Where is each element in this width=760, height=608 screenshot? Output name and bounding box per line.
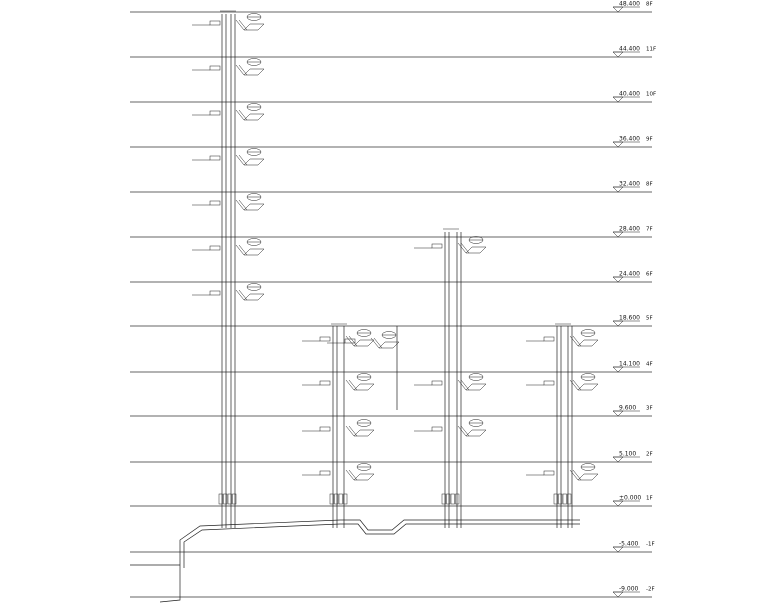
floor-label: 8F bbox=[646, 181, 653, 188]
elevation-triangle-icon bbox=[613, 277, 623, 282]
elevation-triangle-icon bbox=[613, 457, 623, 462]
elevation-triangle-icon bbox=[613, 367, 623, 372]
branch-fixture-icon bbox=[192, 194, 264, 211]
floor-label: 2F bbox=[646, 451, 653, 458]
fixture-branches bbox=[192, 14, 598, 481]
branch-fixture-icon bbox=[302, 420, 374, 437]
elevation-triangle-icon bbox=[613, 187, 623, 192]
elevation-triangle-icon bbox=[613, 321, 623, 326]
branch-fixture-icon bbox=[192, 59, 264, 76]
branch-fixture-icon bbox=[192, 104, 264, 121]
floor-label: 10F bbox=[646, 91, 657, 98]
floor-level bbox=[130, 46, 656, 58]
branch-fixture-icon bbox=[526, 464, 598, 481]
branch-fixture-icon bbox=[302, 374, 374, 391]
floor-level bbox=[130, 586, 655, 598]
floor-level bbox=[130, 181, 653, 193]
branch-fixture-icon bbox=[414, 237, 486, 254]
floor-level bbox=[130, 91, 656, 103]
riser-pipes bbox=[222, 14, 572, 528]
floor-label: 11F bbox=[646, 46, 657, 53]
floor-label: 1F bbox=[646, 495, 653, 502]
floor-label: 5F bbox=[646, 315, 653, 322]
floor-label: -2F bbox=[646, 586, 655, 593]
branch-fixture-icon bbox=[526, 330, 598, 347]
floor-level bbox=[130, 495, 653, 507]
elevation-triangle-icon bbox=[613, 592, 623, 597]
branch-fixture-icon bbox=[192, 239, 264, 256]
floor-label: 6F bbox=[646, 271, 653, 278]
floor-label: 8F bbox=[646, 1, 653, 8]
branch-fixture-icon bbox=[192, 149, 264, 166]
riser-base-valves bbox=[330, 494, 347, 504]
elevation-label: 32.400 bbox=[619, 180, 640, 188]
floor-level bbox=[130, 136, 653, 148]
floor-level bbox=[130, 226, 653, 238]
floor-level bbox=[130, 1, 653, 13]
elevation-label: 28.400 bbox=[619, 225, 640, 233]
elevation-label: 9.600 bbox=[619, 404, 637, 412]
floor-label: 7F bbox=[646, 226, 653, 233]
elevation-triangle-icon bbox=[613, 52, 623, 57]
branch-fixture-icon bbox=[526, 374, 598, 391]
elevation-label: 44.400 bbox=[619, 45, 640, 53]
elevation-triangle-icon bbox=[613, 7, 623, 12]
elevation-triangle-icon bbox=[613, 232, 623, 237]
elevation-label: 14.100 bbox=[619, 360, 640, 368]
elevation-label: 5.100 bbox=[619, 450, 637, 458]
floor-level bbox=[130, 315, 653, 327]
elevation-label: 24.400 bbox=[619, 270, 640, 278]
elevation-label: ±0.000 bbox=[619, 494, 642, 502]
floor-label: 4F bbox=[646, 361, 653, 368]
floor-level bbox=[130, 405, 653, 417]
elevation-triangle-icon bbox=[613, 142, 623, 147]
floor-label: 9F bbox=[646, 136, 653, 143]
branch-fixture-icon bbox=[302, 330, 374, 347]
elevation-triangle-icon bbox=[613, 411, 623, 416]
floor-level bbox=[130, 541, 655, 553]
floor-level bbox=[130, 271, 653, 283]
floor-level bbox=[130, 361, 653, 373]
elevation-label: -9.000 bbox=[619, 585, 639, 593]
elevation-triangle-icon bbox=[613, 547, 623, 552]
floor-level bbox=[130, 451, 653, 463]
elevation-label: 40.400 bbox=[619, 90, 640, 98]
branch-fixture-icon bbox=[192, 14, 264, 31]
branch-fixture-icon bbox=[302, 464, 374, 481]
floor-levels bbox=[130, 1, 656, 598]
elevation-label: 18.600 bbox=[619, 314, 640, 322]
floor-label: 3F bbox=[646, 405, 653, 412]
floor-label: -1F bbox=[646, 541, 655, 548]
elevation-label: 36.400 bbox=[619, 135, 640, 143]
elevation-label: 48.400 bbox=[619, 0, 640, 8]
riser-base-valves bbox=[554, 494, 571, 504]
riser-base-valves bbox=[442, 494, 459, 504]
elevation-triangle-icon bbox=[613, 97, 623, 102]
elevation-label: -5.400 bbox=[619, 540, 639, 548]
pipe-annotations bbox=[219, 11, 571, 504]
branch-fixture-icon bbox=[414, 420, 486, 437]
branch-fixture-icon bbox=[192, 284, 264, 301]
branch-fixture-icon bbox=[414, 374, 486, 391]
riser-base-valves bbox=[219, 494, 236, 504]
elevation-triangle-icon bbox=[613, 501, 623, 506]
main-distribution-pipes bbox=[130, 520, 580, 602]
